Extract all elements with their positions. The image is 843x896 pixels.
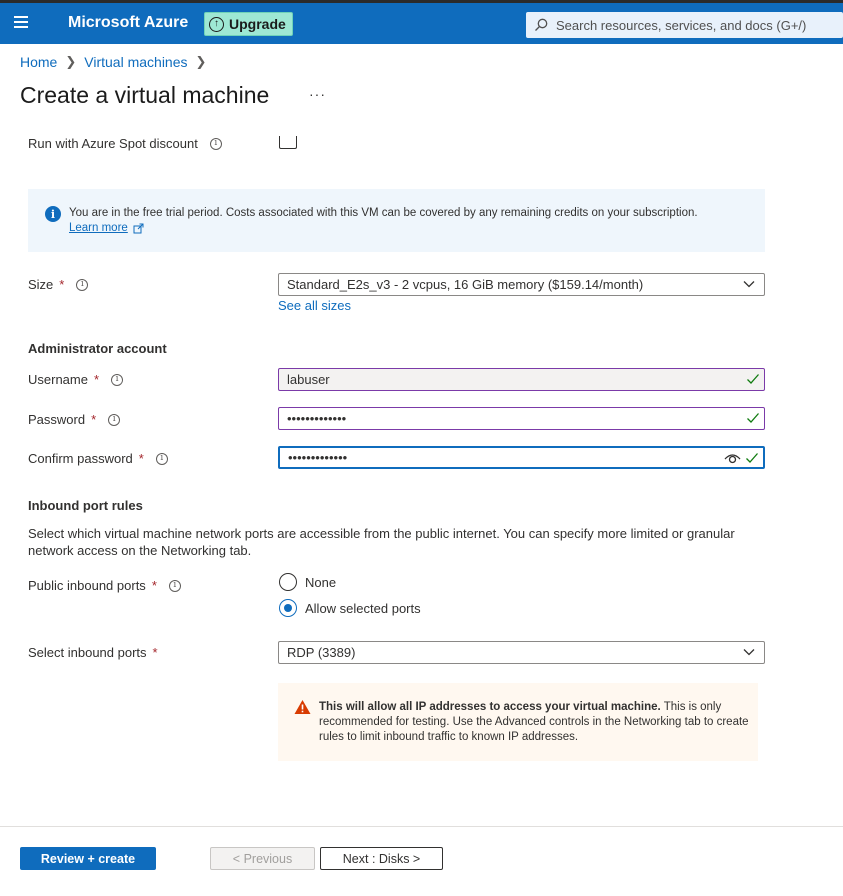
breadcrumb-virtual-machines[interactable]: Virtual machines — [84, 54, 188, 70]
top-nav-bar — [0, 3, 843, 44]
warning-bold-text: This will allow all IP addresses to access your virtual machine. — [319, 701, 661, 713]
radio-none-label[interactable]: None — [305, 575, 337, 590]
page-title: Create a virtual machine — [20, 82, 270, 108]
username-label — [28, 372, 123, 387]
size-dropdown-value: Standard_E2s_v3 - 2 vcpus, 16 GiB memory ($159.14/month) — [287, 277, 644, 292]
breadcrumb-home[interactable]: Home — [20, 54, 58, 70]
info-icon[interactable]: i — [210, 138, 222, 150]
previous-button[interactable]: < Previous — [210, 847, 315, 870]
password-field-wrapper — [278, 407, 765, 430]
size-dropdown[interactable] — [278, 273, 765, 296]
required-asterisk: * — [138, 451, 144, 466]
required-asterisk: * — [91, 412, 97, 427]
checkmark-icon — [745, 451, 759, 465]
see-all-sizes-link[interactable]: See all sizes — [278, 298, 351, 313]
inbound-description: Select which virtual machine network ports are accessible from the public internet. You can specify more limited or granular network access on the Networking tab. — [28, 526, 735, 558]
size-label-text: Size — [28, 277, 54, 292]
open-ports-warning-banner — [278, 683, 758, 761]
review-create-button[interactable]: Review + create — [20, 847, 156, 870]
inbound-port-rules-heading: Inbound port rules — [28, 498, 143, 513]
inbound-ports-dropdown-value: RDP (3389) — [287, 645, 356, 660]
spot-discount-text: Run with Azure Spot discount — [28, 136, 198, 151]
info-icon[interactable]: i — [169, 580, 181, 592]
radio-allow-selected-ports[interactable] — [279, 599, 297, 617]
password-input[interactable] — [279, 410, 709, 427]
required-asterisk: * — [59, 277, 65, 292]
password-label — [28, 412, 120, 427]
search-icon — [534, 18, 548, 32]
spot-discount-label — [28, 136, 222, 151]
required-asterisk: * — [152, 645, 158, 660]
footer-divider — [0, 826, 843, 827]
info-icon[interactable]: i — [108, 414, 120, 426]
chevron-right-icon: ❯ — [195, 54, 207, 69]
more-options-icon[interactable]: ··· — [309, 86, 326, 102]
chevron-down-icon — [743, 646, 755, 658]
upgrade-label: Upgrade — [229, 16, 286, 32]
required-asterisk: * — [93, 372, 100, 387]
search-input[interactable] — [556, 18, 826, 33]
password-label-text: Password — [28, 412, 86, 427]
info-icon[interactable]: i — [76, 279, 88, 291]
learn-more-link[interactable]: Learn more — [69, 222, 128, 234]
size-label — [28, 277, 88, 292]
required-asterisk: * — [151, 578, 157, 593]
select-inbound-ports-label — [28, 645, 158, 660]
confirm-password-field-wrapper — [278, 446, 765, 469]
global-search[interactable] — [526, 12, 843, 38]
arrow-up-circle-icon: ↑ — [209, 17, 224, 32]
inbound-ports-dropdown[interactable] — [278, 641, 765, 664]
eye-reveal-icon[interactable] — [724, 451, 741, 465]
username-label-text: Username — [28, 372, 88, 387]
radio-allow-selected-ports-label[interactable]: Allow selected ports — [305, 601, 421, 616]
warning-body-text: This is only recommended for testing. Use the Advanced controls in the Networking tab to create rules to limit inbound traffic to known IP addresses. — [319, 701, 749, 743]
public-inbound-ports-label — [28, 578, 181, 593]
info-filled-icon: i — [45, 206, 61, 222]
public-inbound-ports-text: Public inbound ports — [28, 578, 146, 593]
confirm-password-label — [28, 451, 168, 466]
breadcrumb — [20, 54, 206, 70]
external-link-icon — [133, 223, 144, 234]
info-icon[interactable]: i — [156, 453, 168, 465]
checkmark-icon — [746, 372, 760, 386]
warning-text — [319, 700, 749, 745]
radio-none[interactable] — [279, 573, 297, 591]
next-disks-button[interactable]: Next : Disks > — [320, 847, 443, 870]
select-inbound-ports-text: Select inbound ports — [28, 645, 147, 660]
chevron-down-icon — [743, 278, 755, 290]
warning-triangle-icon — [294, 699, 311, 715]
brand-title[interactable]: Microsoft Azure — [68, 14, 189, 31]
upgrade-button[interactable] — [204, 12, 293, 36]
info-icon[interactable]: i — [111, 374, 123, 386]
info-banner-message: You are in the free trial period. Costs associated with this VM can be covered by any remaining credits on your subscription. — [69, 207, 698, 219]
admin-account-heading: Administrator account — [28, 341, 167, 356]
hamburger-menu-icon[interactable] — [12, 13, 34, 33]
confirm-password-input[interactable] — [280, 449, 710, 466]
chevron-right-icon: ❯ — [65, 54, 77, 69]
username-field-wrapper — [278, 368, 765, 391]
spot-discount-checkbox[interactable] — [279, 136, 297, 149]
free-trial-info-banner — [28, 189, 765, 252]
checkmark-icon — [746, 411, 760, 425]
confirm-password-label-text: Confirm password — [28, 451, 133, 466]
username-input[interactable] — [279, 371, 709, 388]
